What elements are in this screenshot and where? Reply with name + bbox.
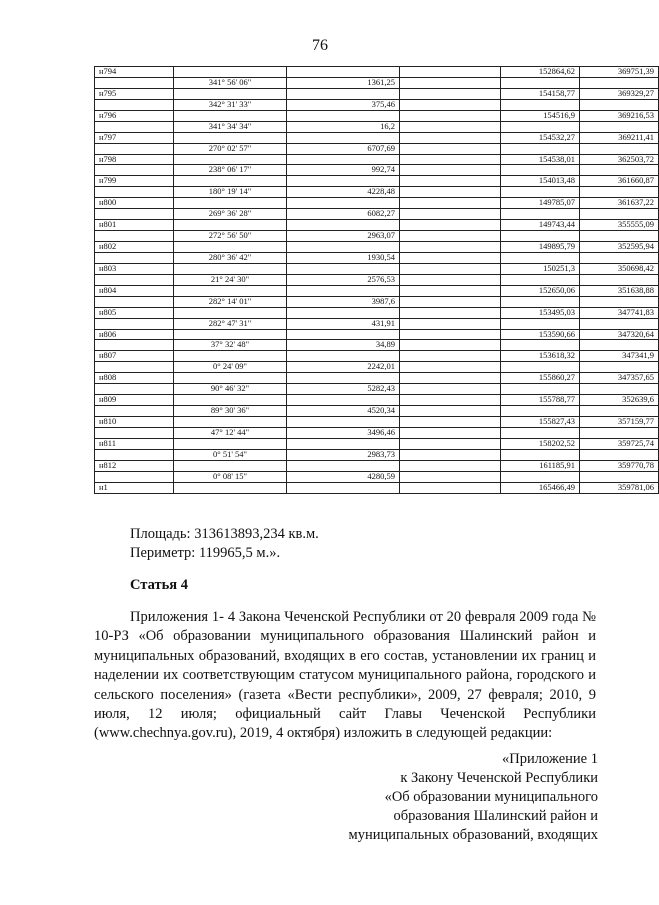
table-row-segment [95, 209, 659, 220]
point-name-cell [95, 77, 174, 88]
angle-cell: 342° 31' 33" [174, 99, 287, 110]
angle-cell [174, 132, 287, 143]
point-name-cell: н806 [95, 329, 174, 340]
y-coordinate-cell [580, 99, 659, 110]
table-row-segment [95, 187, 659, 198]
angle-cell: 21° 24' 30" [174, 274, 287, 285]
y-coordinate-cell: 361637,22 [580, 198, 659, 209]
point-name-cell [95, 99, 174, 110]
point-name-cell [95, 471, 174, 482]
point-name-cell [95, 340, 174, 351]
x-coordinate-cell [501, 187, 580, 198]
table-row-point [95, 351, 659, 362]
appendix-header [278, 750, 598, 845]
length-cell: 34,89 [287, 340, 400, 351]
x-coordinate-cell: 155860,27 [501, 373, 580, 384]
y-coordinate-cell [580, 296, 659, 307]
empty-cell [400, 198, 501, 209]
angle-cell: 282° 47' 31" [174, 318, 287, 329]
point-name-cell: н798 [95, 154, 174, 165]
empty-cell [400, 187, 501, 198]
x-coordinate-cell [501, 362, 580, 373]
empty-cell [400, 285, 501, 296]
table-row-point [95, 438, 659, 449]
table-row-segment [95, 274, 659, 285]
angle-cell: 0° 51' 54" [174, 449, 287, 460]
table-row-segment [95, 165, 659, 176]
length-cell [287, 373, 400, 384]
y-coordinate-cell: 369216,53 [580, 110, 659, 121]
point-name-cell [95, 121, 174, 132]
table-row-point [95, 154, 659, 165]
empty-cell [400, 362, 501, 373]
table-row-point [95, 460, 659, 471]
point-name-cell: н796 [95, 110, 174, 121]
point-name-cell: н811 [95, 438, 174, 449]
empty-cell [400, 460, 501, 471]
angle-cell [174, 417, 287, 428]
y-coordinate-cell: 359770,78 [580, 460, 659, 471]
table-row-point [95, 285, 659, 296]
y-coordinate-cell: 350698,42 [580, 263, 659, 274]
y-coordinate-cell: 369211,41 [580, 132, 659, 143]
angle-cell [174, 395, 287, 406]
empty-cell [400, 242, 501, 253]
length-cell [287, 88, 400, 99]
coordinates-table [94, 66, 659, 494]
table-row-point [95, 373, 659, 384]
angle-cell [174, 220, 287, 231]
x-coordinate-cell [501, 427, 580, 438]
angle-cell [174, 307, 287, 318]
length-cell [287, 176, 400, 187]
length-cell: 16,2 [287, 121, 400, 132]
angle-cell: 0° 24' 09" [174, 362, 287, 373]
angle-cell: 272° 56' 50" [174, 231, 287, 242]
table-row-point [95, 242, 659, 253]
point-name-cell: н808 [95, 373, 174, 384]
empty-cell [400, 88, 501, 99]
table-row-point [95, 307, 659, 318]
angle-cell: 89° 30' 36" [174, 406, 287, 417]
length-cell: 4520,34 [287, 406, 400, 417]
y-coordinate-cell [580, 340, 659, 351]
point-name-cell: н805 [95, 307, 174, 318]
length-cell: 1930,54 [287, 252, 400, 263]
length-cell [287, 351, 400, 362]
point-name-cell [95, 362, 174, 373]
x-coordinate-cell [501, 121, 580, 132]
length-cell: 1361,25 [287, 77, 400, 88]
angle-cell: 238° 06' 17" [174, 165, 287, 176]
point-name-cell: н794 [95, 67, 174, 78]
table-row-segment [95, 252, 659, 263]
angle-cell [174, 482, 287, 493]
length-cell [287, 110, 400, 121]
angle-cell [174, 373, 287, 384]
length-cell: 2576,53 [287, 274, 400, 285]
table-row-segment [95, 231, 659, 242]
angle-cell: 180° 19' 14" [174, 187, 287, 198]
table-row-segment [95, 340, 659, 351]
y-coordinate-cell [580, 406, 659, 417]
empty-cell [400, 318, 501, 329]
empty-cell [400, 77, 501, 88]
angle-cell: 37° 32' 48" [174, 340, 287, 351]
x-coordinate-cell [501, 274, 580, 285]
y-coordinate-cell [580, 274, 659, 285]
y-coordinate-cell: 355555,09 [580, 220, 659, 231]
length-cell [287, 482, 400, 493]
length-cell [287, 198, 400, 209]
table-row-point [95, 67, 659, 78]
table-row-segment [95, 143, 659, 154]
x-coordinate-cell [501, 77, 580, 88]
article-heading: Статья 4 [130, 577, 188, 593]
length-cell [287, 438, 400, 449]
appendix-line: муниципальных образований, входящих [348, 827, 598, 843]
x-coordinate-cell [501, 252, 580, 263]
empty-cell [400, 307, 501, 318]
point-name-cell: н810 [95, 417, 174, 428]
angle-cell [174, 263, 287, 274]
area-summary [130, 525, 319, 563]
angle-cell [174, 438, 287, 449]
length-cell [287, 242, 400, 253]
table-row-segment [95, 449, 659, 460]
y-coordinate-cell [580, 231, 659, 242]
point-name-cell [95, 165, 174, 176]
point-name-cell: н799 [95, 176, 174, 187]
empty-cell [400, 427, 501, 438]
table-row-segment [95, 121, 659, 132]
point-name-cell [95, 318, 174, 329]
point-name-cell [95, 449, 174, 460]
length-cell [287, 67, 400, 78]
appendix-line: «Об образовании муниципального [384, 789, 598, 805]
empty-cell [400, 165, 501, 176]
angle-cell: 341° 56' 06" [174, 77, 287, 88]
x-coordinate-cell: 161185,91 [501, 460, 580, 471]
empty-cell [400, 384, 501, 395]
length-cell [287, 307, 400, 318]
empty-cell [400, 99, 501, 110]
body-paragraph: Приложения 1- 4 Закона Чеченской Республики от 20 февраля 2009 года № 10-РЗ «Об образовании муниципального образования Шалинский район и муниципальных образований, входящих в его состав, установлении их границ и наделении их соответствующим статусом муниципального района, городского и сельского поселения» (газета «Вести республики», 2009, 27 февраля; 2010, 9 июля, 12 июля; официальный сайт Главы Чеченской Республики (www.chechnya.gov.ru), 2019, 4 октября) изложить в следующей редакции: [94, 609, 596, 742]
point-name-cell: н809 [95, 395, 174, 406]
y-coordinate-cell [580, 121, 659, 132]
y-coordinate-cell: 347741,83 [580, 307, 659, 318]
x-coordinate-cell: 152650,06 [501, 285, 580, 296]
empty-cell [400, 176, 501, 187]
table-row-point [95, 395, 659, 406]
angle-cell: 270° 02' 57" [174, 143, 287, 154]
point-name-cell: н812 [95, 460, 174, 471]
x-coordinate-cell: 153495,03 [501, 307, 580, 318]
table-row-segment [95, 362, 659, 373]
y-coordinate-cell [580, 384, 659, 395]
empty-cell [400, 351, 501, 362]
empty-cell [400, 231, 501, 242]
empty-cell [400, 395, 501, 406]
y-coordinate-cell [580, 362, 659, 373]
appendix-line: «Приложение 1 [502, 751, 598, 767]
y-coordinate-cell [580, 165, 659, 176]
length-cell: 431,91 [287, 318, 400, 329]
empty-cell [400, 340, 501, 351]
x-coordinate-cell [501, 471, 580, 482]
y-coordinate-cell: 359781,06 [580, 482, 659, 493]
empty-cell [400, 417, 501, 428]
empty-cell [400, 121, 501, 132]
length-cell [287, 154, 400, 165]
point-name-cell: н803 [95, 263, 174, 274]
y-coordinate-cell [580, 252, 659, 263]
table-row-segment [95, 77, 659, 88]
empty-cell [400, 67, 501, 78]
point-name-cell [95, 427, 174, 438]
empty-cell [400, 482, 501, 493]
point-name-cell [95, 384, 174, 395]
point-name-cell [95, 187, 174, 198]
empty-cell [400, 329, 501, 340]
x-coordinate-cell: 153590,66 [501, 329, 580, 340]
empty-cell [400, 274, 501, 285]
table-row-segment [95, 296, 659, 307]
x-coordinate-cell: 154532,27 [501, 132, 580, 143]
empty-cell [400, 449, 501, 460]
x-coordinate-cell [501, 384, 580, 395]
angle-cell: 90° 46' 32" [174, 384, 287, 395]
point-name-cell: н1 [95, 482, 174, 493]
x-coordinate-cell [501, 165, 580, 176]
length-cell [287, 417, 400, 428]
empty-cell [400, 471, 501, 482]
point-name-cell [95, 296, 174, 307]
empty-cell [400, 438, 501, 449]
appendix-line: к Закону Чеченской Республики [400, 770, 598, 786]
y-coordinate-cell: 351638,88 [580, 285, 659, 296]
angle-cell [174, 460, 287, 471]
point-name-cell: н804 [95, 285, 174, 296]
y-coordinate-cell [580, 209, 659, 220]
length-cell: 3496,46 [287, 427, 400, 438]
empty-cell [400, 110, 501, 121]
x-coordinate-cell: 152864,62 [501, 67, 580, 78]
x-coordinate-cell: 153618,32 [501, 351, 580, 362]
x-coordinate-cell: 155788,77 [501, 395, 580, 406]
x-coordinate-cell [501, 99, 580, 110]
point-name-cell: н795 [95, 88, 174, 99]
angle-cell: 269° 36' 28" [174, 209, 287, 220]
angle-cell: 47° 12' 44" [174, 427, 287, 438]
y-coordinate-cell: 347357,65 [580, 373, 659, 384]
angle-cell: 282° 14' 01" [174, 296, 287, 307]
table-row-point [95, 263, 659, 274]
page-number: 76 [312, 37, 328, 54]
point-name-cell [95, 406, 174, 417]
angle-cell [174, 242, 287, 253]
empty-cell [400, 406, 501, 417]
angle-cell [174, 154, 287, 165]
empty-cell [400, 373, 501, 384]
table-row-segment [95, 318, 659, 329]
x-coordinate-cell [501, 340, 580, 351]
length-cell: 4280,59 [287, 471, 400, 482]
empty-cell [400, 296, 501, 307]
angle-cell [174, 88, 287, 99]
length-cell [287, 285, 400, 296]
y-coordinate-cell: 347320,64 [580, 329, 659, 340]
point-name-cell [95, 143, 174, 154]
angle-cell: 0° 08' 15" [174, 471, 287, 482]
length-cell [287, 132, 400, 143]
point-name-cell: н801 [95, 220, 174, 231]
y-coordinate-cell [580, 449, 659, 460]
angle-cell [174, 351, 287, 362]
length-cell: 3987,6 [287, 296, 400, 307]
angle-cell [174, 67, 287, 78]
length-cell: 6707,69 [287, 143, 400, 154]
angle-cell [174, 110, 287, 121]
empty-cell [400, 263, 501, 274]
empty-cell [400, 252, 501, 263]
y-coordinate-cell: 357159,77 [580, 417, 659, 428]
length-cell: 6082,27 [287, 209, 400, 220]
x-coordinate-cell [501, 406, 580, 417]
length-cell: 4228,48 [287, 187, 400, 198]
x-coordinate-cell: 154158,77 [501, 88, 580, 99]
table-row-point [95, 176, 659, 187]
y-coordinate-cell [580, 143, 659, 154]
x-coordinate-cell: 149785,07 [501, 198, 580, 209]
x-coordinate-cell [501, 296, 580, 307]
x-coordinate-cell [501, 143, 580, 154]
table-row-point [95, 198, 659, 209]
length-cell [287, 329, 400, 340]
table-row-point [95, 88, 659, 99]
length-cell [287, 395, 400, 406]
y-coordinate-cell: 347341,9 [580, 351, 659, 362]
table-row-point [95, 220, 659, 231]
x-coordinate-cell: 154516,9 [501, 110, 580, 121]
table-row-segment [95, 384, 659, 395]
empty-cell [400, 220, 501, 231]
y-coordinate-cell [580, 318, 659, 329]
angle-cell: 280° 36' 42" [174, 252, 287, 263]
table-row-segment [95, 427, 659, 438]
x-coordinate-cell: 149743,44 [501, 220, 580, 231]
table-row-point [95, 417, 659, 428]
empty-cell [400, 154, 501, 165]
table-row-point [95, 329, 659, 340]
x-coordinate-cell [501, 318, 580, 329]
angle-cell [174, 176, 287, 187]
empty-cell [400, 143, 501, 154]
point-name-cell: н802 [95, 242, 174, 253]
point-name-cell [95, 252, 174, 263]
y-coordinate-cell [580, 427, 659, 438]
y-coordinate-cell: 359725,74 [580, 438, 659, 449]
y-coordinate-cell [580, 77, 659, 88]
length-cell: 5282,43 [287, 384, 400, 395]
point-name-cell [95, 209, 174, 220]
table-row-point [95, 482, 659, 493]
y-coordinate-cell [580, 187, 659, 198]
length-cell: 375,46 [287, 99, 400, 110]
table-row-segment [95, 471, 659, 482]
table-row-segment [95, 406, 659, 417]
x-coordinate-cell: 158202,52 [501, 438, 580, 449]
y-coordinate-cell: 352595,94 [580, 242, 659, 253]
length-cell: 2983,73 [287, 449, 400, 460]
x-coordinate-cell: 154538,01 [501, 154, 580, 165]
y-coordinate-cell: 369751,39 [580, 67, 659, 78]
angle-cell [174, 198, 287, 209]
angle-cell: 341° 34' 34" [174, 121, 287, 132]
point-name-cell: н797 [95, 132, 174, 143]
empty-cell [400, 209, 501, 220]
table-row-point [95, 110, 659, 121]
y-coordinate-cell: 361660,87 [580, 176, 659, 187]
point-name-cell [95, 274, 174, 285]
table-row-point [95, 132, 659, 143]
x-coordinate-cell [501, 231, 580, 242]
length-cell [287, 263, 400, 274]
x-coordinate-cell [501, 209, 580, 220]
table-row-segment [95, 99, 659, 110]
length-cell [287, 220, 400, 231]
x-coordinate-cell: 150251,3 [501, 263, 580, 274]
y-coordinate-cell: 369329,27 [580, 88, 659, 99]
x-coordinate-cell: 154013,48 [501, 176, 580, 187]
x-coordinate-cell [501, 449, 580, 460]
point-name-cell: н807 [95, 351, 174, 362]
x-coordinate-cell: 149895,79 [501, 242, 580, 253]
y-coordinate-cell: 352639,6 [580, 395, 659, 406]
point-name-cell [95, 231, 174, 242]
angle-cell [174, 285, 287, 296]
length-cell: 2963,07 [287, 231, 400, 242]
angle-cell [174, 329, 287, 340]
empty-cell [400, 132, 501, 143]
length-cell [287, 460, 400, 471]
length-cell: 992,74 [287, 165, 400, 176]
point-name-cell: н800 [95, 198, 174, 209]
appendix-line: образования Шалинский район и [393, 808, 598, 824]
x-coordinate-cell: 155827,43 [501, 417, 580, 428]
perimeter-line: Периметр: 119965,5 м.». [130, 545, 281, 561]
y-coordinate-cell: 362503,72 [580, 154, 659, 165]
coordinates-table-body [95, 67, 659, 494]
length-cell: 2242,01 [287, 362, 400, 373]
x-coordinate-cell: 165466,49 [501, 482, 580, 493]
y-coordinate-cell [580, 471, 659, 482]
area-line: Площадь: 313613893,234 кв.м. [130, 526, 319, 542]
